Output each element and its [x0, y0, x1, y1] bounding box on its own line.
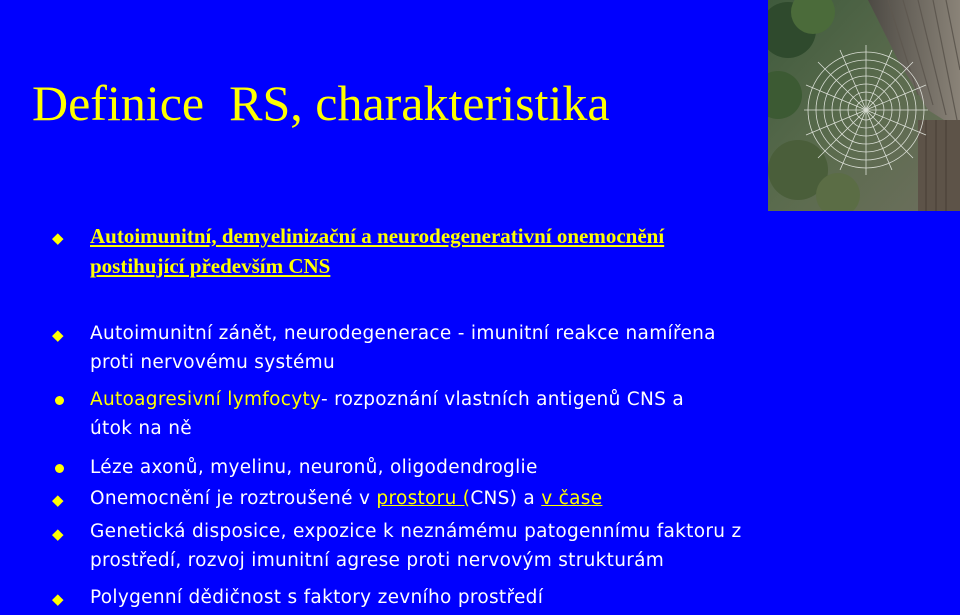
bullet-4: Léze axonů, myelinu, neuronů, oligodendroglie	[90, 457, 538, 478]
autoagresive-lymphocytes-term: Autoagresivní lymfocyty	[90, 389, 321, 410]
bullet-2-line-1: Autoimunitní zánět, neurodegenerace - imunitní reakce namířena	[90, 323, 716, 344]
slide-title: Definice RS, charakteristika	[32, 75, 610, 131]
bullet-1-line-2: postihující především CNS	[90, 254, 331, 278]
bullet-3-line-1	[90, 386, 684, 414]
space-link[interactable]: prostoru (	[376, 488, 471, 509]
bullet-2-line-2: proti nervovému systému	[90, 352, 335, 373]
dot-bullet-icon	[55, 396, 64, 405]
diamond-bullet-icon: ◆	[52, 590, 64, 608]
diamond-bullet-icon: ◆	[52, 525, 64, 543]
time-link[interactable]: v čase	[541, 488, 603, 509]
diamond-bullet-icon: ◆	[52, 326, 64, 344]
bullet-5-text-2: CNS) a	[470, 488, 542, 509]
spider-web-photo	[768, 0, 960, 211]
bullet-5	[90, 485, 602, 513]
bullet-3-line-2: útok na ně	[90, 418, 192, 439]
bullet-6-line-2: prostředí, rozvoj imunitní agrese proti nervovým strukturám	[90, 550, 665, 571]
dot-bullet-icon	[55, 464, 64, 473]
diamond-bullet-icon: ◆	[52, 229, 64, 247]
bullet-5-text-1: Onemocnění je roztroušené v	[90, 488, 377, 509]
bullet-6-line-1: Genetická disposice, expozice k neznámému patogennímu faktoru z	[90, 521, 742, 542]
bullet-7: Polygenní dědičnost s faktory zevního prostředí	[90, 587, 544, 608]
bullet-1-line-1: Autoimunitní, demyelinizační a neurodegenerativní onemocnění	[90, 224, 665, 248]
diamond-bullet-icon: ◆	[52, 491, 64, 509]
bullet-3-text: - rozpoznání vlastních antigenů CNS a	[320, 389, 684, 410]
